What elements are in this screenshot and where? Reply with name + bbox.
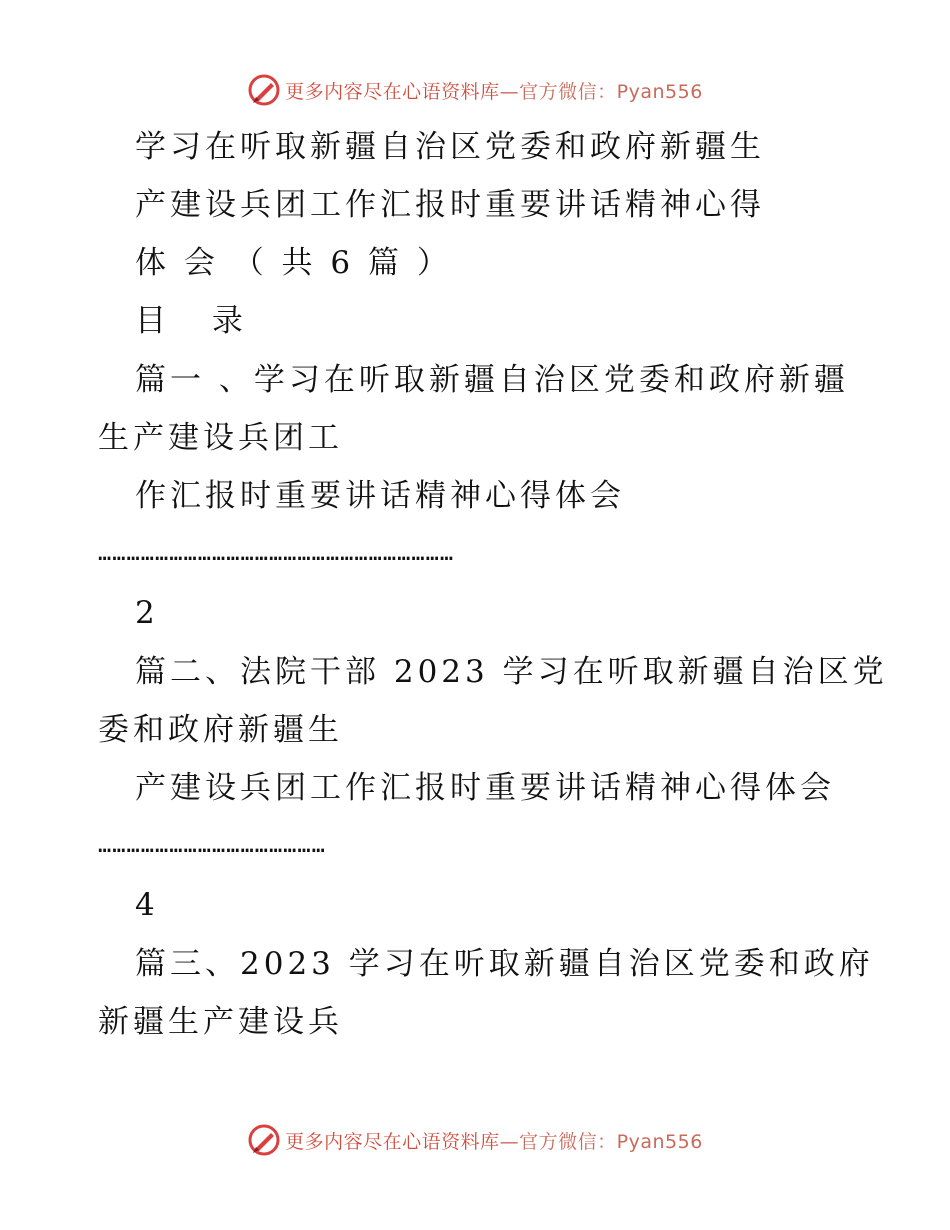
watermark-brand: 更多内容尽在心语资料库 xyxy=(285,1130,500,1153)
title-line-2: 产建设兵团工作汇报时重要讲话精神心得 xyxy=(135,187,765,223)
toc-entry-2-line-3: 产建设兵团工作汇报时重要讲话精神心得体会 xyxy=(135,770,835,806)
toc-entry-2-line-2: 委和政府新疆生 xyxy=(98,712,343,748)
toc-heading: 目 录 xyxy=(135,303,261,339)
pen-logo-icon xyxy=(247,1123,281,1157)
toc-entry-2-leader-dots: ………………………………………… xyxy=(98,833,326,858)
pen-logo-icon xyxy=(247,73,281,107)
title-line-3: 体 会 （ 共 6 篇 ） xyxy=(135,245,452,281)
toc-entry-1-line-1: 篇一 、学习在听取新疆自治区党委和政府新疆 xyxy=(135,362,849,398)
toc-entry-1-page: 2 xyxy=(135,595,159,631)
toc-entry-3-line-1: 篇三、2023 学习在听取新疆自治区党委和政府 xyxy=(135,946,874,982)
watermark-brand: 更多内容尽在心语资料库 xyxy=(285,80,500,103)
title-line-1: 学习在听取新疆自治区党委和政府新疆生 xyxy=(135,129,765,165)
toc-entry-2-line-1: 篇二、法院干部 2023 学习在听取新疆自治区党 xyxy=(135,654,888,690)
watermark-footer xyxy=(0,1120,950,1160)
toc-entry-2-page: 4 xyxy=(135,887,159,923)
toc-entry-3-line-2: 新疆生产建设兵 xyxy=(98,1004,343,1040)
watermark-official: —官方微信：Pyan556 xyxy=(499,1130,703,1153)
toc-entry-1-line-2: 生产建设兵团工 xyxy=(98,420,343,456)
watermark-official: —官方微信：Pyan556 xyxy=(499,80,703,103)
toc-entry-1-line-3: 作汇报时重要讲话精神心得体会 xyxy=(135,478,625,514)
watermark-header xyxy=(0,70,950,110)
toc-entry-1-leader-dots: ………………………………………………………………… xyxy=(98,541,455,566)
